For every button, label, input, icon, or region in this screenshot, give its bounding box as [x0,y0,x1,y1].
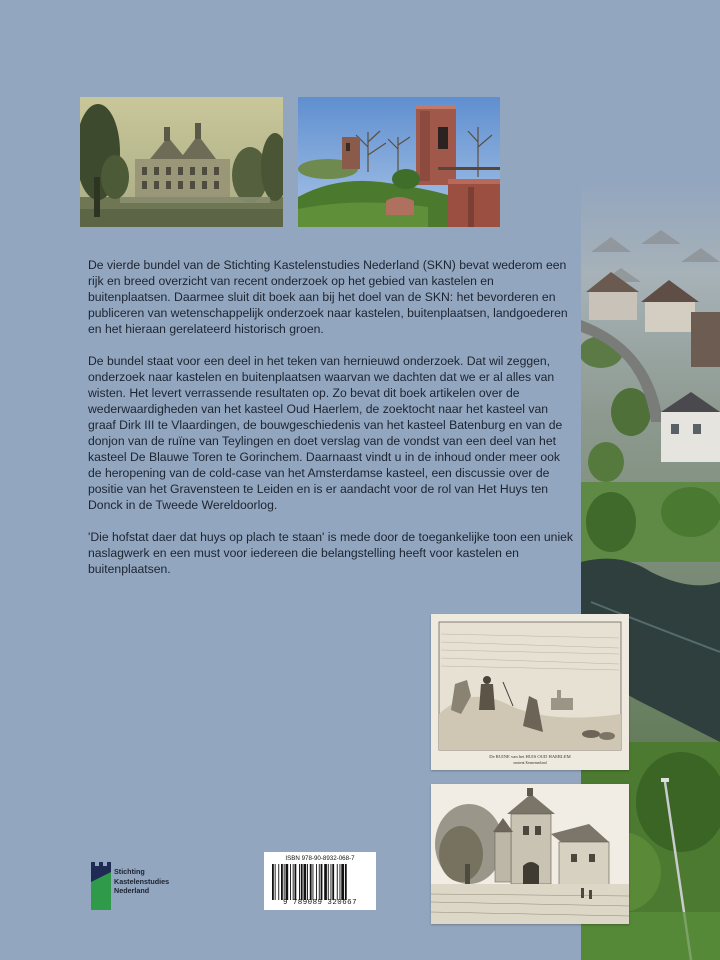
barcode-bar [295,864,297,900]
barcode-bar [304,864,307,900]
logo-text-kastelenstudies: Kastelenstudies [114,876,170,886]
paragraph-closing: 'Die hofstat daer dat huys op plach te staan' is mede door de toegankelijke toon een uniek naslagwerk en een must voor iedereen die belangstelling heeft voor kastelen en buitenplaatsen. [88,530,574,576]
barcode-bar [281,864,283,900]
barcode-bar [331,864,332,900]
barcode-bar [310,864,312,900]
barcode-bar [307,864,308,900]
barcode-bar [324,864,327,900]
isbn-barcode [264,852,376,910]
barcode-bar [313,864,314,900]
barcode-bar [337,864,338,900]
barcode-bar [319,864,320,900]
barcode-bar [275,864,276,900]
barcode-bar [290,864,291,900]
barcode-bar [341,864,344,900]
barcode-bar [301,864,303,900]
logo-text-nederland: Nederland [114,886,150,895]
logo-text-stichting: Stichting [114,867,145,876]
barcode-bar [299,864,300,900]
paragraph-intro: De vierde bundel van de Stichting Kastelenstudies Nederland (SKN) bevat wederom een rijk en breed overzicht van recent onderzoek op het gebied van kastelen en buitenplaatsen. Daarmee sluit dit boek aan bij het doel van de SKN: het bevorderen en publiceren van wetenschappelijk onderzoek naar kastelen, buitenplaatsen, landgoederen en het hieraan gerelateerd historisch groen. [88,258,568,336]
painting-country-house-image [80,97,283,227]
barcode-bar [293,864,294,900]
barcode-bar [345,864,347,900]
engraving-castle-gate [431,784,629,924]
barcode-bar [284,864,285,900]
barcode-digits: 9 789089 320667 [282,899,358,907]
engraving-oud-haerlem [431,614,629,770]
barcode-bar [332,864,334,900]
barcode-bar [286,864,289,900]
isbn-number: ISBN 978-90-8932-068-7 [285,855,355,862]
castle-tower-icon [90,858,112,914]
barcode-bar [328,864,329,900]
barcode-graphic [270,864,370,900]
skn-logo [90,858,200,914]
barcode-bar [272,864,274,900]
castle-ruin-photo [298,97,500,227]
barcode-bar [321,864,323,900]
barcode-bar [278,864,279,900]
back-cover-text [88,257,576,593]
barcode-bar [340,864,341,900]
engraving-caption-title: De RUINE van het HUIS OUD HAERLEM [489,754,571,759]
engraving-caption-subtitle: omtrent Kennemerland [513,761,547,765]
paragraph-research: De bundel staat voor een deel in het teken van hernieuwd onderzoek. Dat wil zeggen, onderzoek naar kastelen en buitenplaatsen waarvan we dachten dat we er al alles van wisten. Het levert verrassende resultaten op. Zo bevat dit boek artikelen over de wederwaardigheden van het kasteel Oud Haerlem, de zoektocht naar het kasteel van graaf Dirk III te Vlaardingen, de bouwgeschiedenis van het kasteel Batenburg en van de donjon van de ruïne van Teylingen en doet verslag van de vondst van een deel van het kasteel De Blauwe Toren te Gorinchem. Daarnaast vindt u in de inhoud onder meer ook de heropening van de cold-case van het Amsterdamse kasteel, een discussie over de positie van het Gravensteen te Leiden en is er aandacht voor de rol van Het Huys ten Donck in de Tweede Wereldoorlog. [88,354,563,512]
barcode-bar [316,864,317,900]
